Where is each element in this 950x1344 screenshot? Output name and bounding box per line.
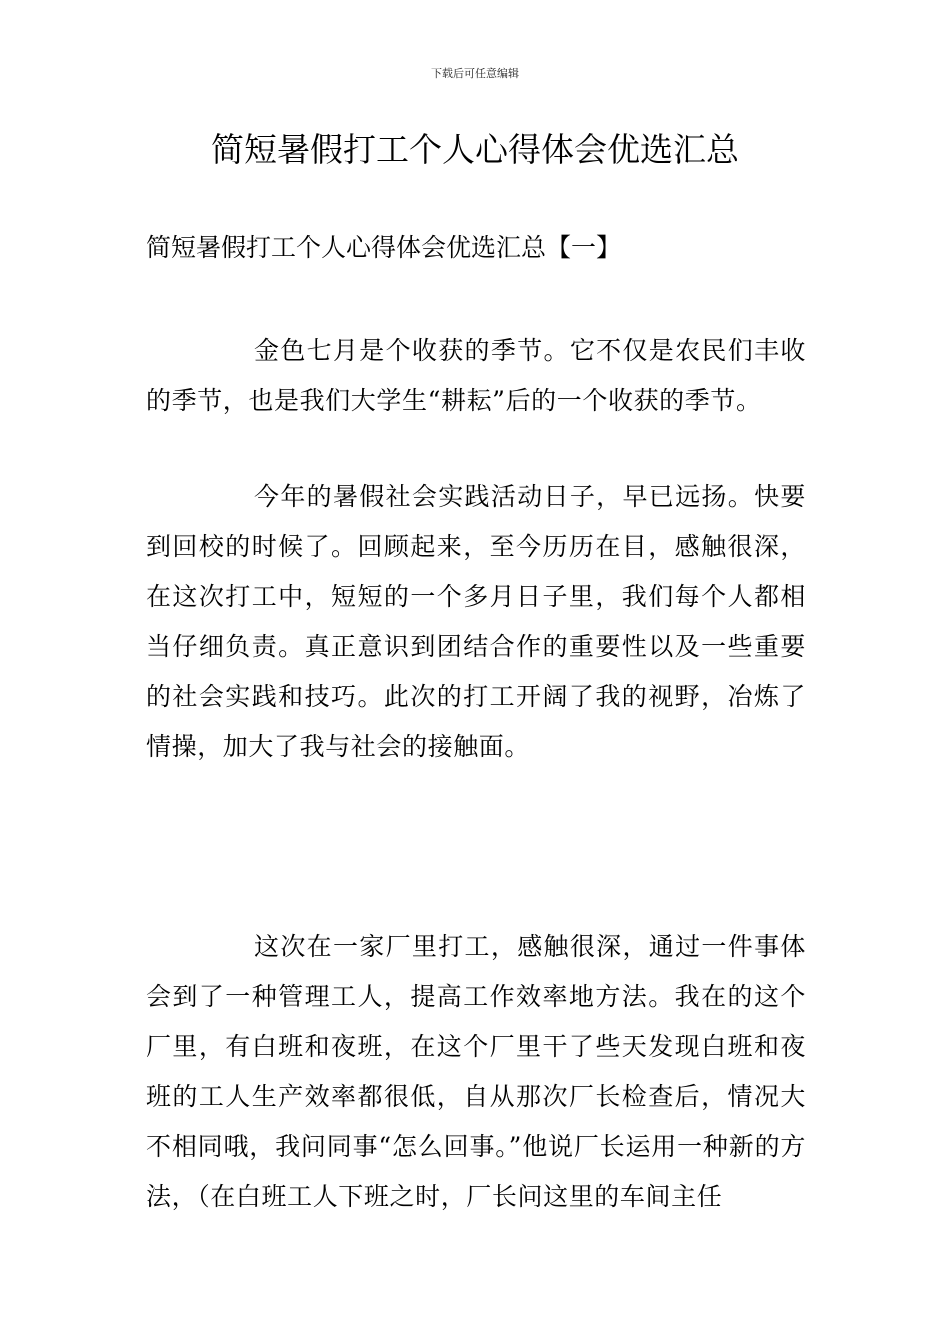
paragraph: 金色七月是个收获的季节。它不仅是农民们丰收的季节，也是我们大学生“耕耘”后的一个收获的季节。	[146, 336, 806, 415]
section-heading: 简短暑假打工个人心得体会优选汇总【一】	[146, 233, 622, 262]
header-note: 下载后可任意编辑	[431, 67, 519, 80]
paragraph: 这次在一家厂里打工，感触很深，通过一件事体会到了一种管理工人，提高工作效率地方法。我在的这个厂里，有白班和夜班，在这个厂里干了些天发现白班和夜班的工人生产效率都很低，自从那次厂长检查后，情况大不相同哦，我问同事“怎么回事。”他说厂长运用一种新的方法，（在白班工人下班之时，厂长问这里的车间主任	[146, 932, 806, 1211]
document-title: 简短暑假打工个人心得体会优选汇总	[211, 130, 739, 169]
paragraph: 今年的暑假社会实践活动日子，早已远扬。快要到回校的时候了。回顾起来，至今历历在目，感触很深，在这次打工中，短短的一个多月日子里，我们每个人都相当仔细负责。真正意识到团结合作的重要性以及一些重要的社会实践和技巧。此次的打工开阔了我的视野，冶炼了情操，加大了我与社会的接触面。	[146, 482, 806, 761]
